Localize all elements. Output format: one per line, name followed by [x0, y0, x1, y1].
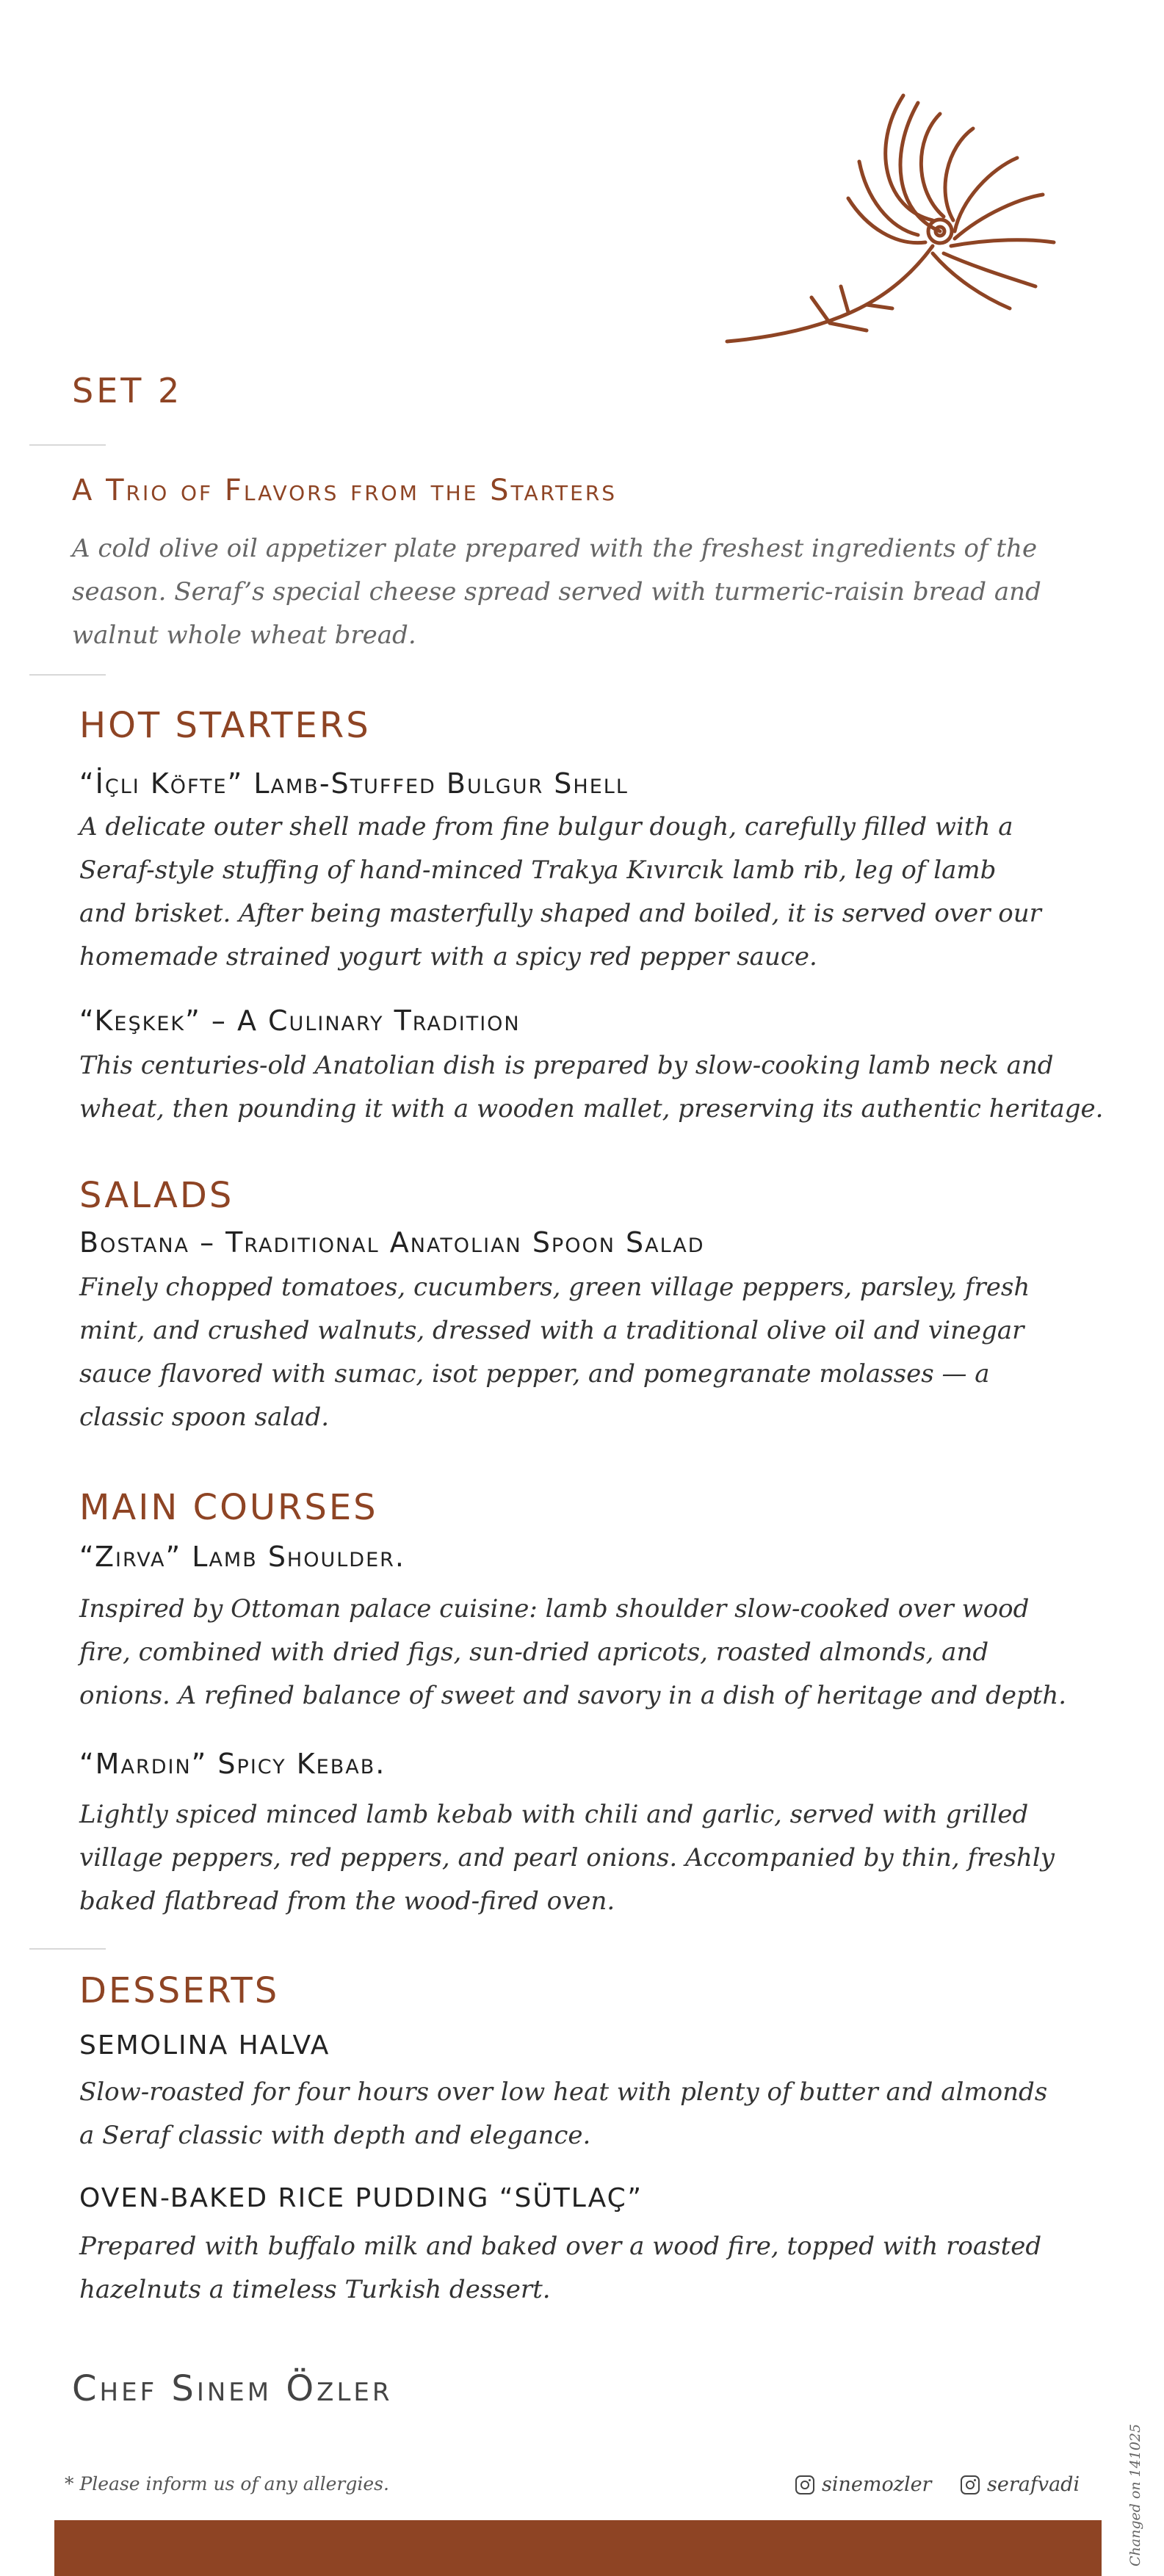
dish-title-keskek: “Keşkek” – A Culinary Tradition	[79, 1005, 521, 1037]
description-line: Slow-roasted for four hours over low heat with plenty of butter and almonds	[79, 2077, 1048, 2107]
chef-name: Chef Sinem Özler	[72, 2368, 393, 2409]
description-line: a Seraf classic with depth and elegance.	[79, 2121, 591, 2150]
dish-description-zirva	[79, 1588, 1137, 1718]
description-line: Inspired by Ottoman palace cuisine: lamb shoulder slow-cooked over wood	[79, 1594, 1030, 1624]
instagram-icon	[961, 2475, 980, 2494]
section-heading-hot-starters: HOT STARTERS	[79, 705, 371, 746]
dish-description-mardin-kebab	[79, 1793, 1137, 1923]
section-heading-salads: SALADS	[79, 1175, 234, 1216]
social-handle-sinemozler[interactable]	[795, 2473, 931, 2496]
description-line: mint, and crushed walnuts, dressed with a traditional olive oil and vinegar	[79, 1316, 1024, 1345]
description-line: wheat, then pounding it with a wooden mallet, preserving its authentic heritage.	[79, 1094, 1104, 1124]
description-line: fire, combined with dried figs, sun-dried apricots, roasted almonds, and	[79, 1638, 989, 1667]
description-line: Lightly spiced minced lamb kebab with chili and garlic, served with grilled	[79, 1800, 1029, 1829]
instagram-icon	[795, 2475, 814, 2494]
seraf-logo-illustration	[720, 88, 1087, 352]
trio-line: season. Seraf’s special cheese spread served with turmeric-raisin bread and	[72, 577, 1041, 607]
social-handle-text: serafvadi	[987, 2473, 1080, 2496]
dish-title-bostana: Bostana – Traditional Anatolian Spoon Salad	[79, 1226, 705, 1259]
description-line: village peppers, red peppers, and pearl onions. Accompanied by thin, freshly	[79, 1843, 1055, 1873]
divider	[29, 444, 106, 446]
description-line: sauce flavored with sumac, isot pepper, and pomegranate molasses — a	[79, 1359, 990, 1389]
description-line: A delicate outer shell made from fine bulgur dough, carefully filled with a	[79, 812, 1013, 842]
dish-description-sutlac	[79, 2225, 1122, 2312]
description-line: Seraf-style stuffing of hand-minced Trakya Kıvırcık lamb rib, leg of lamb	[79, 855, 997, 885]
description-line: onions. A refined balance of sweet and savory in a dish of heritage and depth.	[79, 1681, 1067, 1710]
description-line: and brisket. After being masterfully shaped and boiled, it is served over our	[79, 899, 1041, 928]
set-title: SET 2	[72, 371, 183, 410]
divider	[29, 674, 106, 676]
allergy-note: * Please inform us of any allergies.	[65, 2473, 389, 2494]
dish-description-keskek	[79, 1044, 1137, 1131]
dish-title-icli-kofte: “İçli Köfte” Lamb-Stuffed Bulgur Shell	[79, 767, 629, 800]
trio-title: A Trio of Flavors from the Starters	[72, 474, 618, 507]
changed-on-note: Changed on 141025	[1127, 2423, 1143, 2566]
description-line: Finely chopped tomatoes, cucumbers, green village peppers, parsley, fresh	[79, 1273, 1030, 1302]
description-line: classic spoon salad.	[79, 1403, 330, 1432]
divider	[29, 1948, 106, 1950]
social-handle-serafvadi[interactable]	[961, 2473, 1080, 2496]
description-line: homemade strained yogurt with a spicy red pepper sauce.	[79, 942, 817, 972]
description-line: Prepared with buffalo milk and baked over a wood fire, topped with roasted	[79, 2232, 1042, 2261]
footer-bar	[54, 2520, 1102, 2576]
dish-title-zirva: “Zirva” Lamb Shoulder.	[79, 1541, 405, 1573]
trio-line: walnut whole wheat bread.	[72, 621, 416, 650]
description-line: baked flatbread from the wood-fired oven.	[79, 1886, 615, 1916]
trio-line: A cold olive oil appetizer plate prepared with the freshest ingredients of the	[72, 534, 1038, 563]
dish-description-semolina-halva	[79, 2071, 1122, 2157]
dish-title-mardin-kebab: “Mardin” Spicy Kebab.	[79, 1748, 386, 1780]
trio-description	[72, 527, 1100, 657]
social-handle-text: sinemozler	[822, 2473, 932, 2496]
dish-title-semolina-halva: SEMOLINA HALVA	[79, 2030, 330, 2061]
dish-description-bostana	[79, 1266, 1122, 1439]
section-heading-desserts: DESSERTS	[79, 1970, 280, 2011]
description-line: This centuries-old Anatolian dish is prepared by slow-cooking lamb neck and	[79, 1051, 1054, 1080]
dish-title-sutlac: OVEN-BAKED RICE PUDDING “SÜTLAÇ”	[79, 2183, 643, 2213]
section-heading-main-courses: MAIN COURSES	[79, 1487, 378, 1528]
description-line: hazelnuts a timeless Turkish dessert.	[79, 2275, 551, 2304]
dish-description-icli-kofte	[79, 806, 1122, 979]
